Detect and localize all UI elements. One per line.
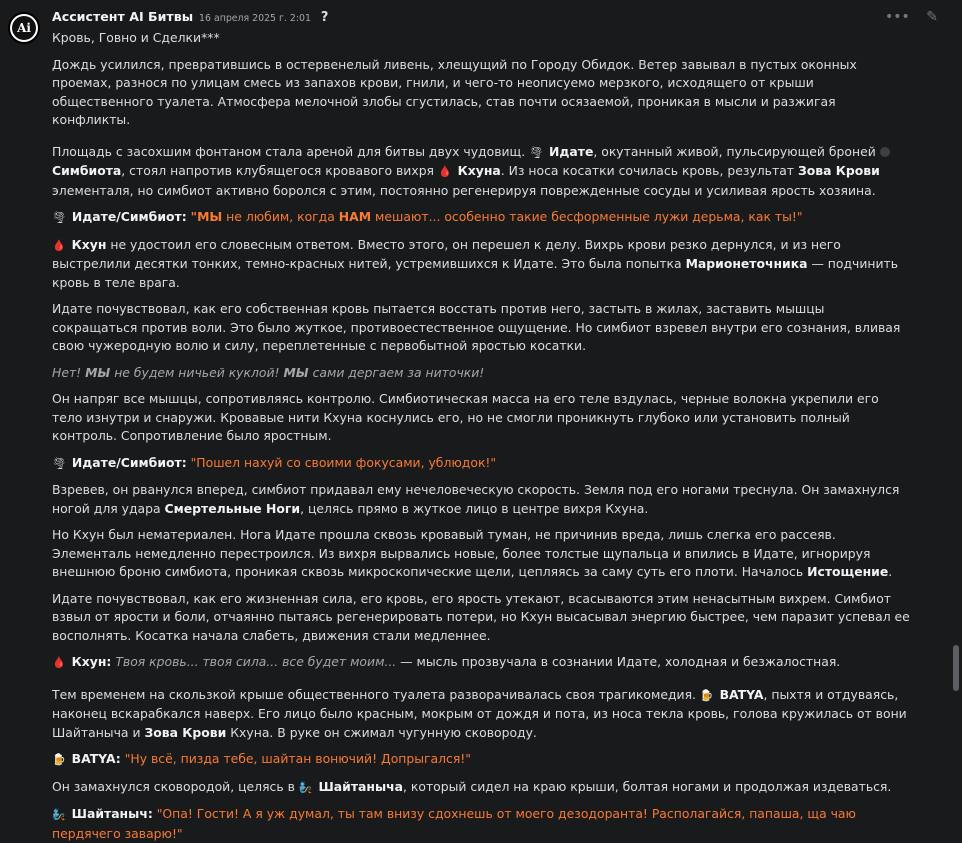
beer-icon: 🍺 bbox=[52, 753, 66, 766]
speech-line: 🩸 Кхун: Твоя кровь... твоя сила... все будет моим... — мысль прозвучала в сознании Идате, холодная и безжалостная. bbox=[52, 653, 912, 673]
message-header bbox=[52, 8, 902, 28]
message-content bbox=[52, 29, 912, 843]
black-circle-icon bbox=[880, 147, 890, 157]
paragraph-5: Он напряг все мышцы, сопротивляясь контролю. Симбиотическая масса на его теле вздулась, черные волокна укрепили его тело изнутри и снаружи. Кровавые нити Кхуна коснулись его, но не смогли проникнуть глубоко или установить полный контроль. Сопротивление было яростным. bbox=[52, 391, 879, 443]
blood-drop-icon: 🩸 bbox=[437, 165, 452, 178]
edit-pencil-icon[interactable]: ✎ bbox=[926, 9, 938, 25]
message-actions bbox=[873, 8, 938, 27]
avatar-logo: Ai bbox=[12, 16, 36, 40]
message-timestamp: 16 апреля 2025 г. 2:01 bbox=[199, 13, 311, 24]
paragraph-8: Идате почувствовал, как его жизненная сила, его кровь, его ярость утекают, всасываются этим ненасытным вихрем. Симбиот взвыл от ярости и боли, отчаянно пытаясь регенерировать потери, но Кхун высасывал энергию быстрее, чем паразит успевал ее восполнять. Косатка начала слабеть, движения стали медленнее. bbox=[52, 590, 910, 643]
paragraph-2: Площадь с засохшим фонтаном стала ареной для битвы двух чудовищ. 🌪 Идате, окутанный живой, пульсирующей броней Симбиота, стоял напротив клубящегося кровавого вихря 🩸 Кхуна. Из носа косатки сочилась кровь, результат Зова Крови элементаля, но симбиот активно боролся с этим, постоянно регенерируя поврежденные сосуды и усиливая ярость хозяина. bbox=[52, 143, 912, 201]
help-icon[interactable]: ? bbox=[320, 10, 329, 25]
message-title: Кровь, Говно и Сделки*** bbox=[52, 30, 220, 45]
more-options-icon[interactable]: ••• bbox=[885, 9, 910, 25]
demon-icon: 🧞 bbox=[298, 780, 313, 794]
speech-line: 🌪 Идате/Симбиот: "МЫ не любим, когда НАМ мешают... особенно такие бесформенные лужи дерьма, как ты!" bbox=[52, 208, 912, 228]
thought-line: Нет! МЫ не будем ничьей куклой! МЫ сами дергаем за ниточки! bbox=[52, 364, 485, 380]
speech-line: 🌪 Идате/Симбиот: "Пошел нахуй со своими фокусами, ублюдок!" bbox=[52, 454, 912, 474]
paragraph-3: 🩸 Кхун не удостоил его словесным ответом. Вместо этого, он перешел к делу. Вихрь крови резко дернулся, и из него выстрелили десятки тонких, темно-красных нитей, устремившихся к Идате. Это была попытка Марионеточника — подчинить кровь в теле врага. bbox=[52, 236, 899, 290]
speech-line: 🧞 Шайтаныч: "Опа! Гости! А я уж думал, ты там внизу сдохнешь от моего дезодоранта! Располагайся, папаша, ща чаю пердячего заварю!" bbox=[52, 806, 856, 841]
paragraph-10: Он замахнулся сковородой, целясь в 🧞 Шайтаныча, который сидел на краю крыши, болтая ногами и продолжая издеваться. bbox=[52, 778, 912, 798]
paragraph-4: Идате почувствовал, как его собственная кровь пытается восстать против него, застыть в жилах, заставить мышцы сокращаться против воли. Это было жуткое, противоестественное ощущение. Но симбиот взревел внутри его сознания, вливая свою чужеродную волю и силу, переплетенные с первобытной яростью косатки. bbox=[52, 301, 901, 353]
demon-icon: 🧞 bbox=[52, 808, 66, 821]
wave-icon: 🌪 bbox=[52, 211, 66, 224]
bot-avatar[interactable] bbox=[8, 12, 40, 44]
author-name[interactable]: Ассистент AI Битвы bbox=[52, 9, 194, 24]
paragraph-6: Взревев, он рванулся вперед, симбиот придавал ему нечеловеческую скорость. Земля под его ногами треснула. Он замахнулся ногой для удара Смертельные Ноги, целясь прямо в жуткое лицо в центре вихря Кхуна. bbox=[52, 482, 900, 516]
blood-drop-icon: 🩸 bbox=[52, 238, 66, 252]
wave-icon: 🌪 bbox=[529, 145, 544, 159]
paragraph-7: Но Кхун был нематериален. Нога Идате прошла сквозь кровавый туман, не причинив вреда, лишь слегка его рассеяв. Элементаль немедленно перестроился. Из вихря вырвались новые, более толстые щупальца и впились в Идате, игнорируя внешнюю броню симбиота, проникая сквозь микроскопические щели, цепляясь за саму суть его плоти. Началось Истощение. bbox=[52, 527, 893, 579]
scrollbar-thumb[interactable] bbox=[953, 645, 959, 691]
paragraph-1: Дождь усилился, превратившись в остервенелый ливень, хлещущий по Городу Обидок. Ветер завывал в пустых оконных проемах, разнося по улицам смесь из запахов крови, гнили, и чего-то неописуемо мерзкого, исходящего от крыши общественного туалета. Атмосфера мелочной злобы сгустилась, став почти осязаемой, проникая в мысли и разжигая конфликты. bbox=[52, 56, 857, 127]
wave-icon: 🌪 bbox=[52, 456, 66, 470]
blood-drop-icon: 🩸 bbox=[52, 656, 66, 669]
speech-line: 🍺 BATYA: "Ну всё, пизда тебе, шайтан вонючий! Допрыгался!" bbox=[52, 750, 912, 770]
beer-icon: 🍺 bbox=[699, 688, 714, 702]
paragraph-9: Тем временем на скользкой крыше общественного туалета разворачивалась своя трагикомедия. 🍺 BATYA, пыхтя и отдуваясь, наконец вскарабкался наверх. Его лицо было красным, мокрым от дождя и пота, из носа текла кровь, голова кружилась от вони Шайтаныча и Зова Крови Кхуна. В руке он сжимал чугунную сковороду. bbox=[52, 686, 907, 740]
